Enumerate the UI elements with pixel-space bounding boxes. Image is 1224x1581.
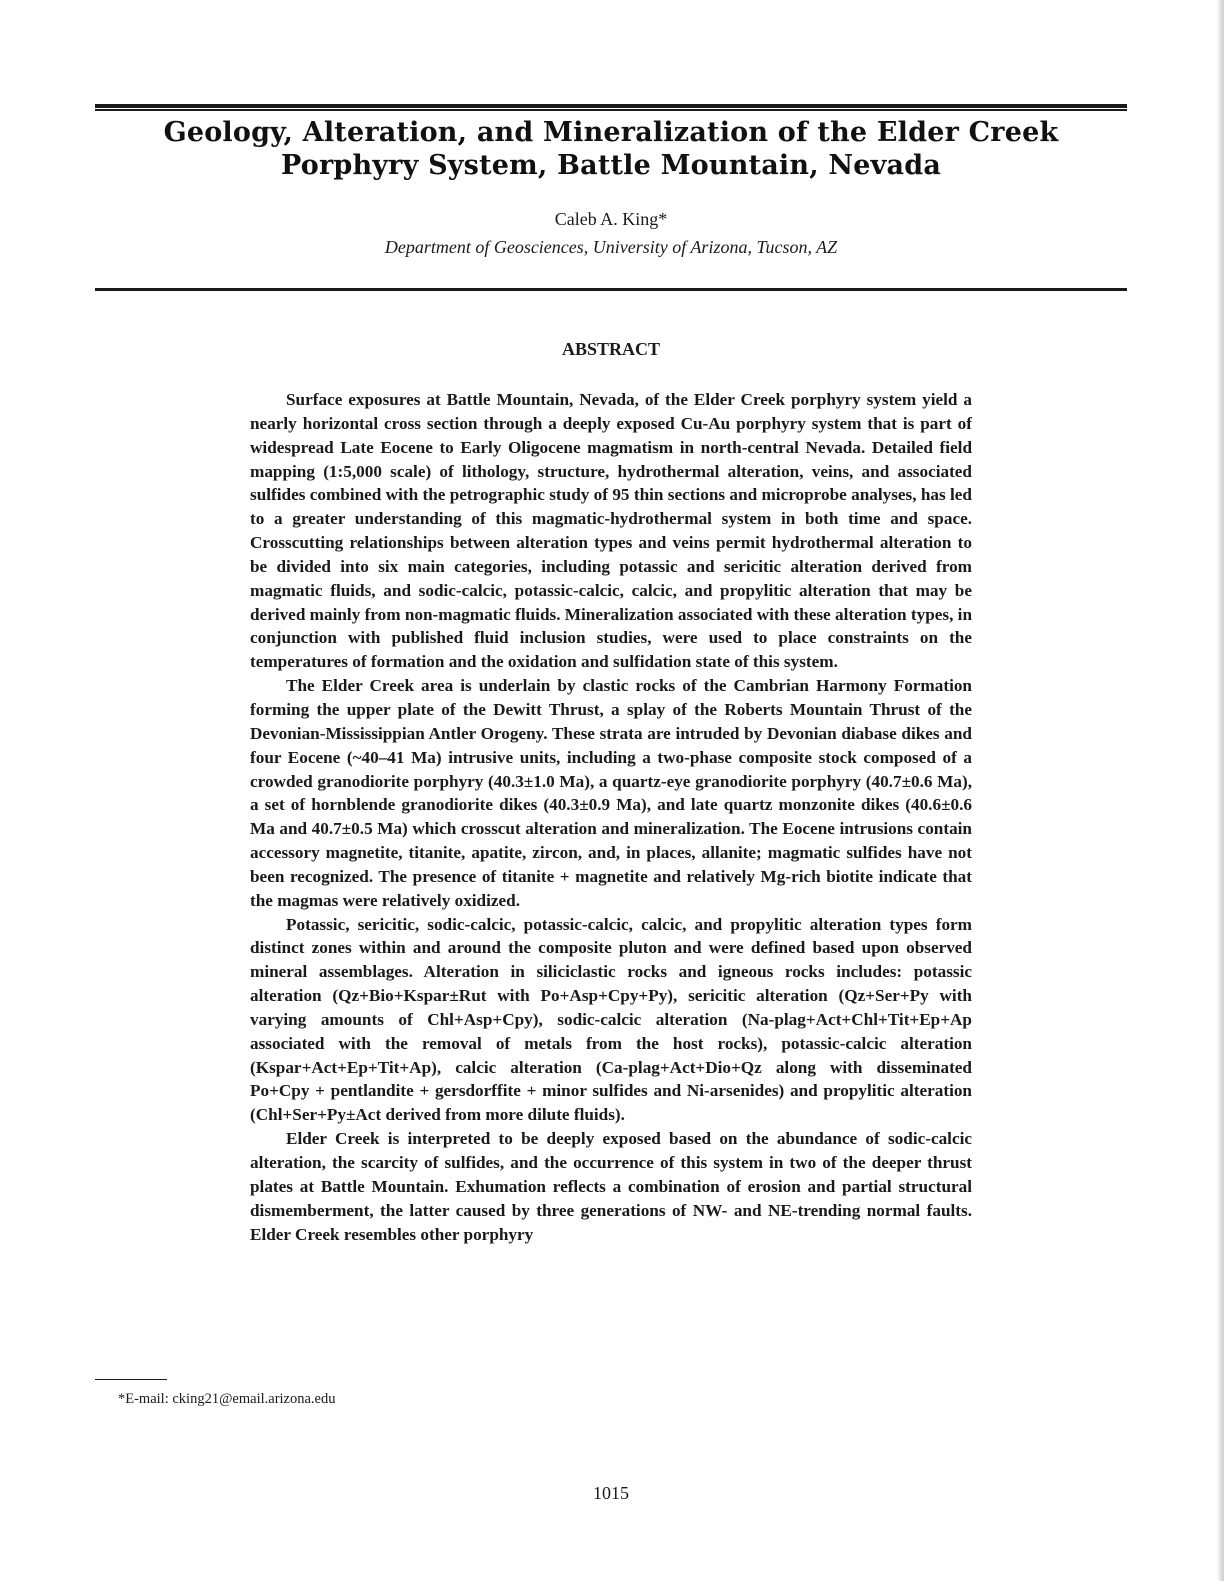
page-number: 1015 [593, 1483, 629, 1503]
abstract-heading: ABSTRACT [561, 339, 661, 359]
abstract-paragraph-2: The Elder Creek area is underlain by clastic rocks of the Cambrian Harmony Formation forming the upper plate of the Dewitt Thrust, a splay of the Roberts Mountain Thrust of the Devonian-Mississippian Antler Orogeny. These strata are intruded by Devonian diabase dikes and four Eocene (~40–41 Ma) intrusive units, including a two-phase composite stock composed of a crowded granodiorite porphyry (40.3±1.0 Ma), a quartz-eye granodiorite porphyry (40.7±0.6 Ma), a set of hornblende granodiorite dikes (40.3±0.9 Ma), and late quartz monzonite dikes (40.6±0.6 Ma and 40.7±0.5 Ma) which crosscut alteration and mineralization. The Eocene intrusions contain accessory magnetite, titanite, apatite, zircon, and, in places, allanite; magmatic sulfides have not been recognized. The presence of titanite + magnetite and relatively Mg-rich biotite indicate that the magmas were relatively oxidized. [250, 676, 972, 910]
author-affiliation: Department of Geosciences, University of Arizona, Tucson, AZ [384, 237, 838, 257]
page-edge-shadow [1217, 0, 1224, 1581]
abstract-body [250, 388, 972, 1342]
title-top-rule [95, 104, 1127, 111]
abstract-paragraph-3: Potassic, sericitic, sodic-calcic, potassic-calcic, calcic, and propylitic alteration types form distinct zones within and around the composite pluton and were defined based upon observed mineral assemblages. Alteration in siliciclastic rocks and igneous rocks includes: potassic alteration (Qz+Bio+Kspar±Rut with Po+Asp+Cpy+Py), sericitic alteration (Qz+Ser+Py with varying amounts of Chl+Asp+Cpy), sodic-calcic alteration (Na-plag+Act+Chl+Tit+Ep+Ap associated with the removal of metals from the host rocks), potassic-calcic alteration (Kspar+Act+Ep+Tit+Ap), calcic alteration (Ca-plag+Act+Dio+Qz along with disseminated Po+Cpy + pentlandite + gersdorffite + minor sulfides and Ni-arsenides) and propylitic alteration (Chl+Ser+Py±Act derived from more dilute fluids). [250, 914, 972, 1125]
footnote-email: *E-mail: cking21@email.arizona.edu [118, 1391, 336, 1407]
title-line-2: Porphyry System, Battle Mountain, Nevada [280, 150, 942, 181]
footnote-rule [95, 1379, 167, 1380]
header-bottom-rule [95, 288, 1127, 291]
abstract-paragraph-4: Elder Creek is interpreted to be deeply exposed based on the abundance of sodic-calcic alteration, the scarcity of sulfides, and the occurrence of this system in two of the deeper thrust plates at Battle Mountain. Exhumation reflects a combination of erosion and partial structural dismemberment, the latter caused by three generations of NW- and NE-trending normal faults. Elder Creek resembles other porphyry [250, 1129, 972, 1244]
abstract-paragraph-1: Surface exposures at Battle Mountain, Nevada, of the Elder Creek porphyry system yield a nearly horizontal cross section through a deeply exposed Cu-Au porphyry system that is part of widespread Late Eocene to Early Oligocene magmatism in north-central Nevada. Detailed field mapping (1:5,000 scale) of lithology, structure, hydrothermal alteration, veins, and associated sulfides combined with the petrographic study of 95 thin sections and microprobe analyses, has led to a greater understanding of this magmatic-hydrothermal system in both time and space. Crosscutting relationships between alteration types and veins permit hydrothermal alteration to be divided into six main categories, including potassic and sericitic alteration derived from magmatic fluids, and sodic-calcic, potassic-calcic, calcic, and propylitic alteration that may be derived mainly from non-magmatic fluids. Mineralization associated with these alteration types, in conjunction with published fluid inclusion studies, were used to place constraints on the temperatures of formation and the oxidation and sulfidation state of this system. [250, 390, 972, 672]
paper-title [95, 116, 1127, 182]
author-name: Caleb A. King* [554, 209, 668, 229]
title-line-1: Geology, Alteration, and Mineralization of the Elder Creek [163, 117, 1059, 148]
